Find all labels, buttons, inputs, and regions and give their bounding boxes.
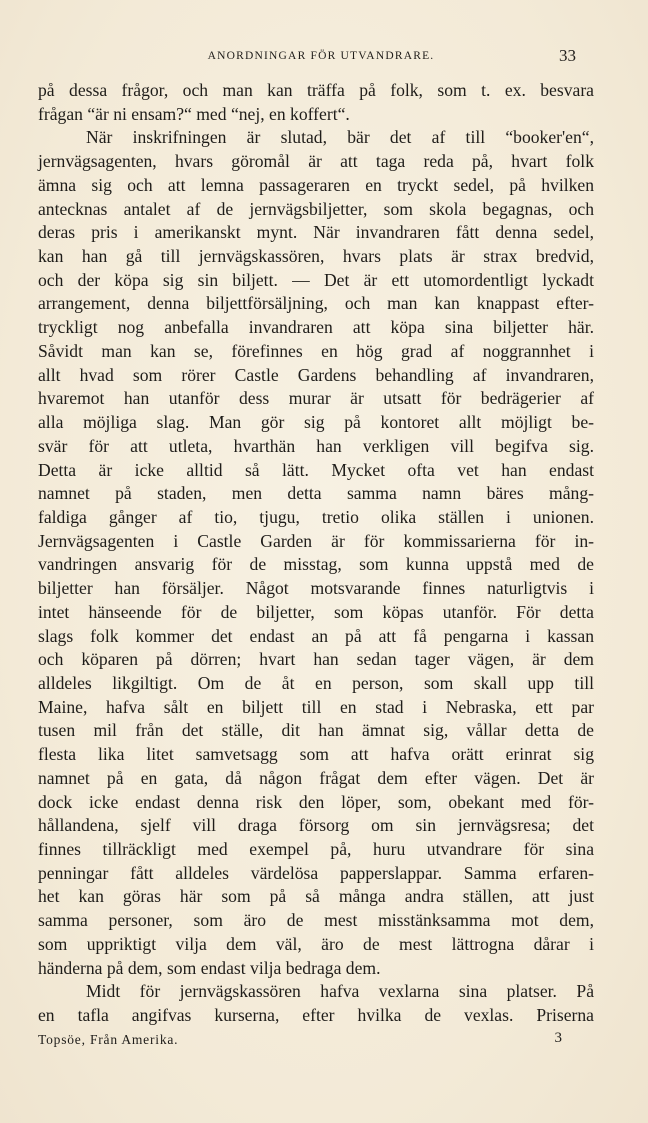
- text-line: svär för att utleta, hvarthän han verkligen vill begifva sig.: [38, 435, 594, 456]
- text-line: på dessa frågor, och man kan träffa på folk, som t. ex. besvara: [38, 80, 594, 100]
- text-line: slags folk kommer det endast an på att få pengarna i kassan: [38, 625, 594, 646]
- text-line: allt hvad som rörer Castle Gardens behandling af invandraren,: [38, 364, 594, 385]
- text-line: finnes tillräckligt med exempel på, huru utvandrare för sina: [38, 839, 594, 859]
- text-line: vandringen ansvarig för de misstag, som kunna uppstå med de: [38, 554, 594, 575]
- text-line: arrangement, denna biljettförsäljning, och man kan knappast efter-: [38, 293, 594, 314]
- text-line: dock icke endast denna risk den löper, som, obekant med för-: [38, 791, 594, 812]
- text-line: händerna på dem, som endast vilja bedraga dem.: [38, 957, 381, 978]
- text-line: hvaremot han utanför dess murar är utsatt för bedrägerier af: [38, 388, 594, 409]
- book-title: Topsöe, Från Amerika.: [38, 1032, 179, 1047]
- text-line: Midt för jernvägskassören hafva vexlarna sina platser. På: [86, 981, 594, 1002]
- text-line: jernvägsagenten, hvars göromål är att taga reda på, hvart folk: [38, 151, 594, 172]
- text-line: alldeles likgiltigt. Om de åt en person, som skall upp till: [38, 672, 594, 693]
- text-line: som uppriktigt vilja dem väl, äro de mest lättrogna dårar i: [38, 933, 594, 954]
- signature-mark: 3: [554, 1030, 562, 1046]
- text-line: Såvidt man kan se, förefinnes en hög grad af noggrannhet i: [38, 340, 594, 361]
- text-line: och köparen på dörren; hvart han sedan tager vägen, är dem: [38, 649, 594, 670]
- text-line: ämna sig och att lemna passageraren en tryckt sedel, på hvilken: [38, 174, 594, 195]
- text-line: Jernvägsagenten i Castle Garden är för kommissarierna för in-: [38, 530, 594, 551]
- text-line: och der köpa sig sin biljett. — Det är ett utomordentligt lyckadt: [38, 269, 594, 290]
- page-footer: [38, 1032, 594, 1054]
- text-line: biljetter han försäljer. Något motsvarande finnes naturligtvis i: [38, 578, 594, 599]
- text-line: Detta är icke alltid så lätt. Mycket ofta vet han endast: [38, 459, 594, 480]
- text-line: hållandena, sjelf vill draga försorg om sin jernvägsresa; det: [38, 815, 594, 836]
- text-line: frågan “är ni ensam?“ med “nej, en koffert“.: [38, 103, 350, 124]
- text-line: flesta lika litet samvetsagg som att hafva orätt erinrat sig: [38, 744, 594, 765]
- text-line: intet hänseende för de biljetter, som köpas utanför. För detta: [38, 601, 594, 622]
- text-line: namnet på en gata, då någon frågat dem efter vägen. Det är: [38, 767, 594, 788]
- text-line: namnet på staden, men detta samma namn bäres mång-: [38, 483, 594, 504]
- running-head: [38, 46, 604, 70]
- text-line: Maine, hafva sålt en biljett till en stad i Nebraska, ett par: [38, 696, 594, 717]
- text-line: tryckligt nog anbefalla invandraren att köpa sina biljetter här.: [38, 317, 594, 338]
- text-line: en tafla angifvas kurserna, efter hvilka de vexlas. Priserna: [38, 1005, 594, 1026]
- text-line: kan han gå till jernvägskassören, hvars plats är strax bredvid,: [38, 246, 594, 267]
- body-text: [38, 79, 594, 1028]
- text-line: deras pris i amerikanskt mynt. När invandraren fått denna sedel,: [38, 222, 594, 243]
- text-line: penningar fått alldeles värdelösa papperslappar. Samma erfaren-: [38, 862, 594, 883]
- text-line: tusen mil från det ställe, dit han ämnat sig, vållar detta de: [38, 720, 594, 741]
- text-line: När inskrifningen är slutad, bär det af till “booker'en“,: [86, 127, 594, 148]
- running-title: ANORDNINGAR FÖR UTVANDRARE.: [207, 50, 435, 62]
- text-line: het kan göras här som på så många andra ställen, att just: [38, 886, 594, 907]
- text-line: antecknas antalet af de jernvägsbiljetter, som skola begagnas, och: [38, 198, 594, 219]
- page-number: 33: [559, 46, 576, 65]
- text-line: samma personer, som äro de mest misstänksamma mot dem,: [38, 910, 594, 931]
- text-line: faldiga gånger af tio, tjugu, tretio olika ställen i unionen.: [38, 506, 594, 527]
- text-line: alla möjliga slag. Man gör sig på kontoret allt möjligt be-: [38, 412, 594, 433]
